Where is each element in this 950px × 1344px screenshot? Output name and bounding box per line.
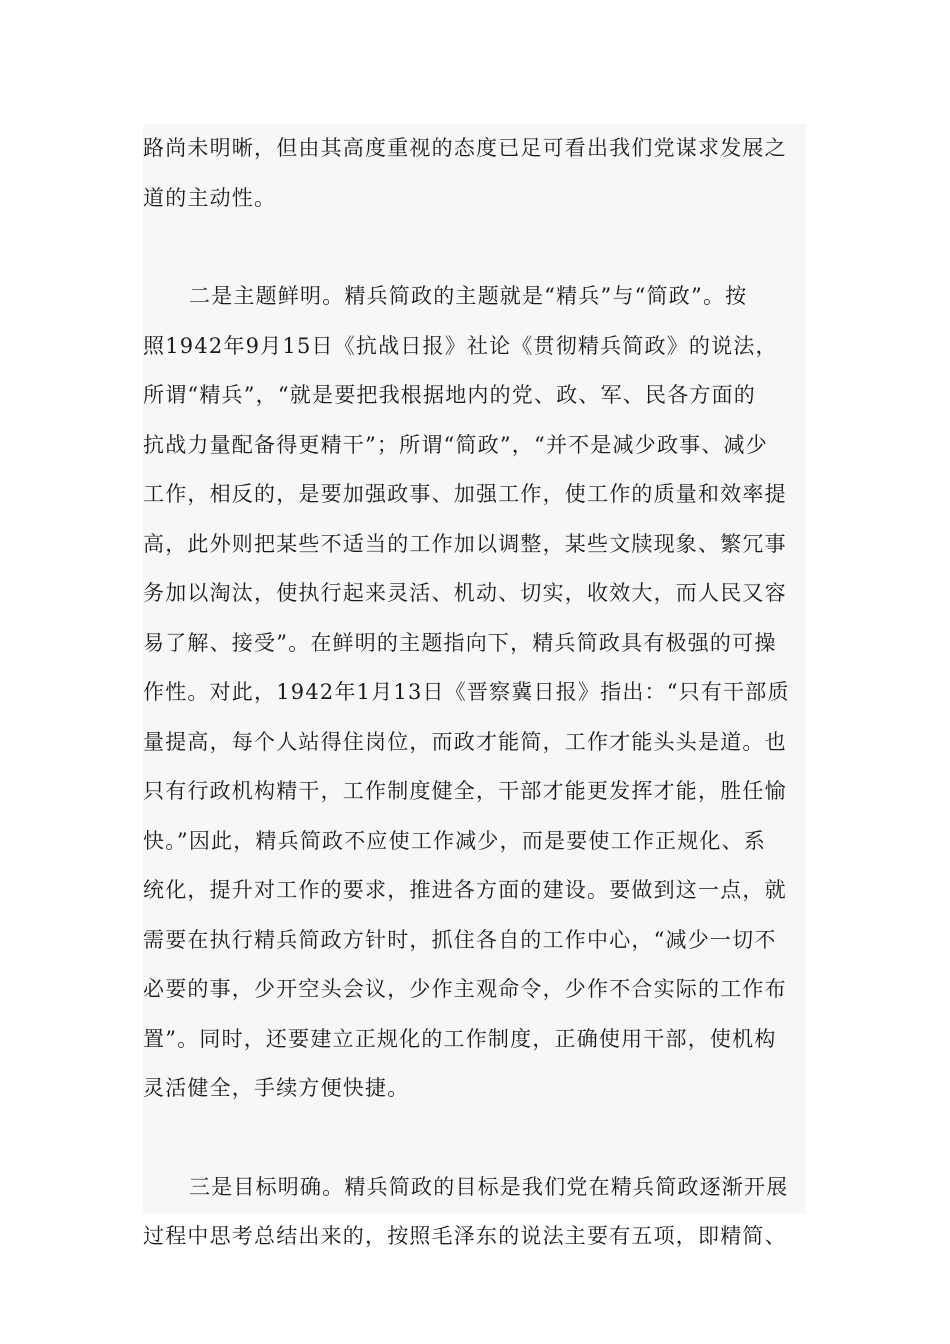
paragraph-1 — [143, 124, 806, 223]
text-line: 需要在执行精兵简政方针时，抓住各自的工作中心，“减少一切不 — [143, 927, 777, 952]
text-line: 易了解、接受”。在鲜明的主题指向下，精兵简政具有极强的可操 — [143, 630, 777, 655]
text-line: 所谓“精兵”，“就是要把我根据地内的党、政、军、民各方面的 — [143, 383, 757, 407]
paragraph-gap — [143, 223, 806, 272]
paragraph-gap — [143, 1114, 806, 1163]
text-line: 路尚未明晰，但由其高度重视的态度已足可看出我们党谋求发展之 — [143, 136, 787, 160]
text-line: 作性。对此，1942年1月13日《晋察冀日报》指出：“只有干部质 — [143, 680, 790, 704]
text-line: 快。”因此，精兵简政不应使工作减少，而是要使工作正规化、系 — [143, 828, 767, 853]
document-text-block — [143, 124, 806, 1248]
text-line: 二是主题鲜明。精兵简政的主题就是“精兵”与“简政”。按 — [189, 284, 748, 308]
text-line: 灵活健全，手续方便快捷。 — [143, 1076, 410, 1100]
text-line: 务加以淘汰，使执行起来灵活、机动、切实，收效大，而人民又容 — [143, 581, 787, 605]
paragraph-2 — [143, 272, 806, 1114]
paragraph-3 — [143, 1163, 806, 1262]
text-line: 工作，相反的，是要加强政事、加强工作，使工作的质量和效率提 — [143, 482, 787, 506]
text-line: 高，此外则把某些不适当的工作加以调整，某些文牍现象、繁冗事 — [143, 531, 787, 556]
text-line: 过程中思考总结出来的，按照毛泽东的说法主要有五项，即精简、 — [143, 1224, 787, 1248]
text-line: 置”。同时，还要建立正规化的工作制度，正确使用干部，使机构 — [143, 1026, 777, 1051]
text-line: 照1942年9月15日《抗战日报》社论《贯彻精兵简政》的说法， — [143, 333, 778, 358]
text-line: 三是目标明确。精兵简政的目标是我们党在精兵简政逐渐开展 — [189, 1174, 789, 1199]
text-line: 抗战力量配备得更精干”；所谓“简政”，“并不是减少政事、减少 — [143, 432, 768, 457]
text-line: 必要的事，少开空头会议，少作主观命令，少作不合实际的工作布 — [143, 977, 787, 1001]
text-line: 量提高，每个人站得住岗位，而政才能简，工作才能头头是道。也 — [143, 729, 787, 754]
text-line: 统化，提升对工作的要求，推进各方面的建设。要做到这一点，就 — [143, 878, 787, 902]
text-line: 道的主动性。 — [143, 185, 277, 210]
text-line: 只有行政机构精干，工作制度健全，干部才能更发挥才能，胜任愉 — [143, 779, 787, 803]
